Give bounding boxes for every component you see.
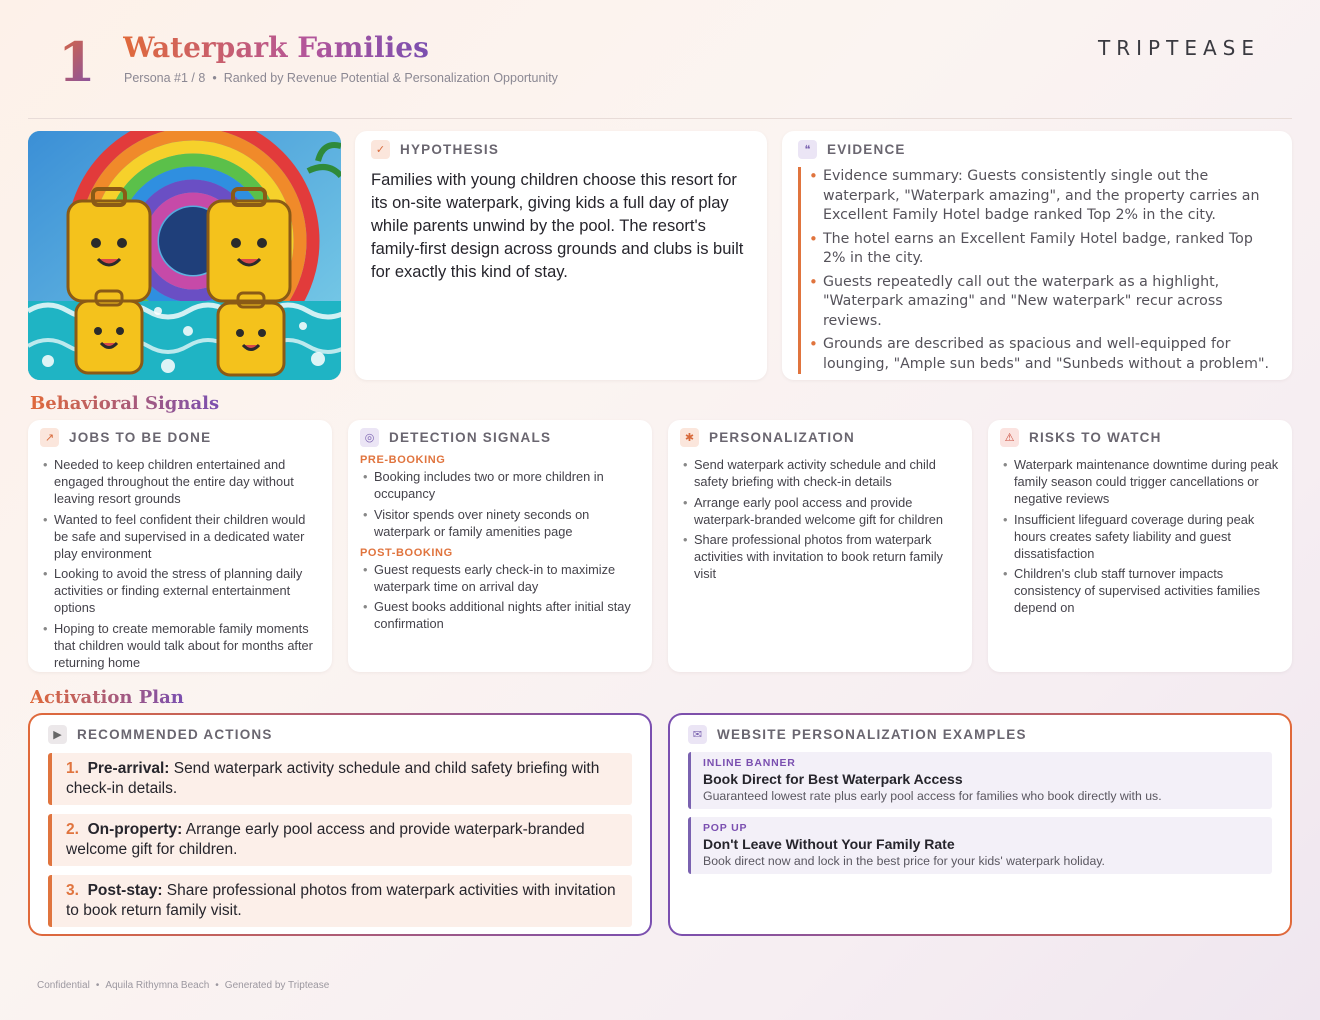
hypothesis-text: Families with young children choose this resort for its on-site waterpark, giving kids a full day of play while parents unwind by the pool. The resort's family-first design across grounds and clubs is built for exactly this kind of stay. bbox=[371, 171, 744, 281]
example-inline-banner bbox=[688, 752, 1272, 809]
play-icon: ▶ bbox=[48, 725, 67, 744]
evidence-item: • Evidence summary: Guests consistently single out the waterpark, "Waterpark amazing", and the property carries an Excellent Family Hotel badge ranked Top 2% in the city. bbox=[823, 167, 1276, 226]
footer-confidential: Confidential bbox=[37, 980, 90, 991]
action-item bbox=[48, 875, 632, 927]
hero-illustration bbox=[28, 131, 341, 380]
radar-icon: ◎ bbox=[360, 428, 379, 447]
pre-booking-label: PRE-BOOKING bbox=[360, 454, 446, 466]
persona-index: Persona #1 / 8 bbox=[124, 71, 206, 85]
list-item: • Arrange early pool access and provide waterpark-branded welcome gift for children bbox=[680, 494, 962, 528]
list-item: • Booking includes two or more children in occupancy bbox=[360, 468, 642, 502]
action-item bbox=[48, 814, 632, 866]
arrow-up-right-icon: ↗ bbox=[40, 428, 59, 447]
evidence-card bbox=[782, 131, 1292, 380]
pre-booking-list bbox=[360, 468, 642, 540]
list-item: • Guest books additional nights after initial stay confirmation bbox=[360, 598, 642, 632]
list-item: • Share professional photos from waterpark activities with invitation to book return family visit bbox=[680, 531, 962, 582]
risks-header bbox=[1000, 428, 1282, 447]
risks-list bbox=[1000, 456, 1282, 616]
example-title: Don't Leave Without Your Family Rate bbox=[703, 836, 955, 852]
page-subtitle: Persona #1 / 8 • Ranked by Revenue Potential & Personalization Opportunity bbox=[124, 71, 558, 85]
action-text: Share professional photos from waterpark activities with invitation to book return family visit. bbox=[66, 882, 616, 919]
check-icon: ✓ bbox=[371, 140, 390, 159]
jobs-to-be-done-card bbox=[28, 420, 332, 672]
detection-header bbox=[360, 428, 642, 447]
list-item: • Hoping to create memorable family moments that children would talk about for months after returning home bbox=[40, 620, 322, 671]
actions-header bbox=[48, 725, 632, 744]
jobs-label: JOBS TO BE DONE bbox=[69, 430, 212, 445]
sparkle-icon: ✱ bbox=[680, 428, 699, 447]
evidence-list bbox=[798, 167, 1276, 374]
page-title: Waterpark Families bbox=[123, 31, 429, 64]
persona-rank: 1 bbox=[58, 30, 96, 94]
footer-property: Aquila Rithymna Beach bbox=[105, 980, 210, 991]
evidence-item: • Guests repeatedly call out the waterpark as a highlight, "Waterpark amazing" and "New waterpark" recur across reviews. bbox=[823, 273, 1276, 332]
action-number: 1. bbox=[66, 760, 79, 777]
action-number: 2. bbox=[66, 821, 79, 838]
warning-icon: ⚠ bbox=[1000, 428, 1019, 447]
action-text: Send waterpark activity schedule and child safety briefing with check-in details. bbox=[66, 760, 600, 797]
personalization-list bbox=[680, 456, 962, 582]
website-personalization-panel bbox=[668, 713, 1292, 936]
example-tag: INLINE BANNER bbox=[703, 757, 796, 769]
footer-generated: Generated by Triptease bbox=[224, 980, 330, 991]
action-stage: Post-stay: bbox=[87, 882, 163, 899]
personalization-card bbox=[668, 420, 972, 672]
recommended-actions-panel bbox=[28, 713, 652, 936]
action-item bbox=[48, 753, 632, 805]
jobs-list bbox=[40, 456, 322, 671]
evidence-header bbox=[798, 140, 1276, 159]
action-stage: Pre-arrival: bbox=[87, 760, 170, 777]
personalization-header bbox=[680, 428, 962, 447]
risks-label: RISKS TO WATCH bbox=[1029, 430, 1162, 445]
list-item: • Wanted to feel confident their children would be safe and supervised in a dedicated water play environment bbox=[40, 511, 322, 562]
envelope-icon: ✉ bbox=[688, 725, 707, 744]
behavioral-signals-title: Behavioral Signals bbox=[30, 393, 220, 414]
action-stage: On-property: bbox=[87, 821, 183, 838]
action-number: 3. bbox=[66, 882, 79, 899]
personalization-label: PERSONALIZATION bbox=[709, 430, 855, 445]
list-item: • Visitor spends over ninety seconds on waterpark or family amenities page bbox=[360, 506, 642, 540]
list-item: • Waterpark maintenance downtime during peak family season could trigger cancellations or negative reviews bbox=[1000, 456, 1282, 507]
detection-signals-card bbox=[348, 420, 652, 672]
list-item: • Insufficient lifeguard coverage during peak hours creates safety liability and guest dissatisfaction bbox=[1000, 511, 1282, 562]
activation-plan-title: Activation Plan bbox=[30, 687, 184, 708]
example-title: Book Direct for Best Waterpark Access bbox=[703, 771, 963, 787]
hypothesis-header bbox=[371, 140, 751, 159]
list-item: • Send waterpark activity schedule and child safety briefing with check-in details bbox=[680, 456, 962, 490]
actions-label: RECOMMENDED ACTIONS bbox=[77, 727, 273, 742]
action-text: Arrange early pool access and provide waterpark-branded welcome gift for children. bbox=[66, 821, 585, 858]
hypothesis-card bbox=[355, 131, 767, 380]
ranking-note: Ranked by Revenue Potential & Personalization Opportunity bbox=[223, 71, 558, 85]
quote-icon: ❝ bbox=[798, 140, 817, 159]
example-body: Book direct now and lock in the best price for your kids' waterpark holiday. bbox=[703, 854, 1105, 868]
post-booking-list bbox=[360, 561, 642, 633]
evidence-item: • Grounds are described as spacious and well-equipped for lounging, "Ample sun beds" and "Sunbeds without a problem". bbox=[823, 335, 1276, 374]
post-booking-label: POST-BOOKING bbox=[360, 546, 453, 559]
brand-logo: TRIPTEASE bbox=[1098, 36, 1260, 60]
jobs-header bbox=[40, 428, 322, 447]
list-item: • Children's club staff turnover impacts consistency of supervised activities families depend on bbox=[1000, 565, 1282, 616]
examples-label: WEBSITE PERSONALIZATION EXAMPLES bbox=[717, 727, 1027, 742]
evidence-item: • The hotel earns an Excellent Family Hotel badge, ranked Top 2% in the city. bbox=[823, 230, 1276, 269]
list-item: • Needed to keep children entertained and engaged throughout the entire day without leaving resort grounds bbox=[40, 456, 322, 507]
page-footer: Confidential • Aquila Rithymna Beach • Generated by Triptease bbox=[37, 980, 330, 991]
detection-label: DETECTION SIGNALS bbox=[389, 430, 552, 445]
list-item: • Looking to avoid the stress of planning daily activities or finding external entertainment options bbox=[40, 565, 322, 616]
example-body: Guaranteed lowest rate plus early pool access for families who book directly with us. bbox=[703, 789, 1162, 803]
example-tag: POP UP bbox=[703, 822, 748, 834]
risks-card bbox=[988, 420, 1292, 672]
evidence-label: EVIDENCE bbox=[827, 142, 906, 157]
example-pop-up bbox=[688, 817, 1272, 874]
waterpark-suitcases-illustration bbox=[28, 131, 341, 380]
list-item: • Guest requests early check-in to maximize waterpark time on arrival day bbox=[360, 561, 642, 595]
hypothesis-label: HYPOTHESIS bbox=[400, 142, 500, 157]
examples-header bbox=[688, 725, 1272, 744]
header-divider bbox=[28, 118, 1292, 119]
